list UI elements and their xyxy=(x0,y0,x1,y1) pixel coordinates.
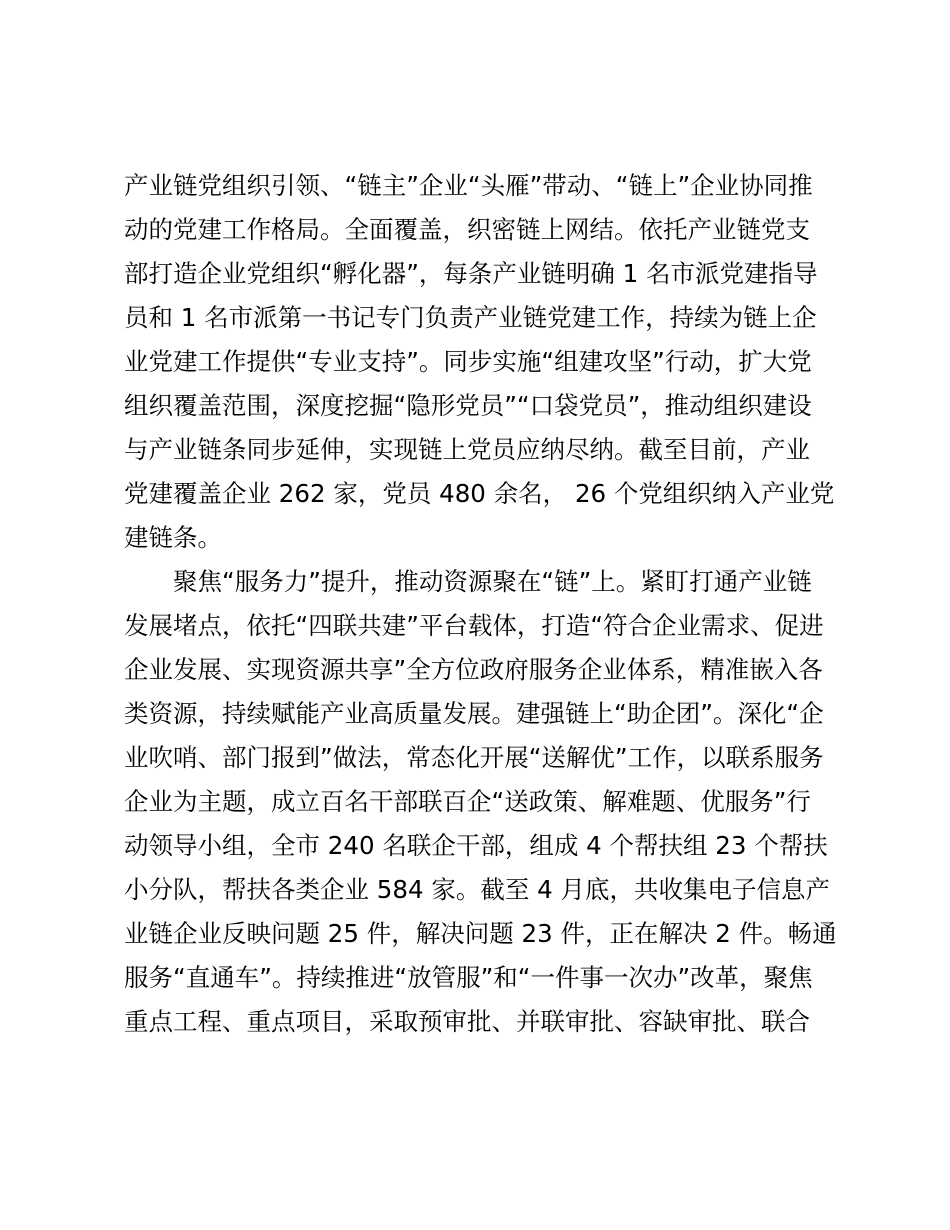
text-line: 企业发展、实现资源共享”全方位政府服务企业体系，精准嵌入各 xyxy=(124,655,823,684)
paragraph-first-line: 聚焦“服务力”提升，推动资源聚在“链”上。紧盯打通产业链 xyxy=(173,567,812,596)
text-line: 企业为主题，成立百名干部联百企“送政策、解难题、优服务”行 xyxy=(124,787,811,816)
text-line: 动领导小组，全市 240 名联企干部，组成 4 个帮扶组 23 个帮扶 xyxy=(124,831,828,860)
text-line: 重点工程、重点项目，采取预审批、并联审批、容缺审批、联合 xyxy=(124,1007,810,1036)
text-line: 小分队，帮扶各类企业 584 家。截至 4 月底，共收集电子信息产 xyxy=(124,875,830,904)
text-line: 员和 1 名市派第一书记专门负责产业链党建工作，持续为链上企 xyxy=(124,303,817,332)
text-line: 业党建工作提供“专业支持”。同步实施“组建攻坚”行动，扩大党 xyxy=(124,347,812,376)
text-line: 与产业链条同步延伸，实现链上党员应纳尽纳。截至目前，产业 xyxy=(124,435,810,464)
text-line: 动的党建工作格局。全面覆盖，织密链上网结。依托产业链党支 xyxy=(124,215,810,244)
text-line: 组织覆盖范围，深度挖掘“隐形党员”“口袋党员”，推动组织建设 xyxy=(124,391,812,420)
text-line: 服务“直通车”。持续推进“放管服”和“一件事一次办”改革，聚焦 xyxy=(124,963,813,992)
text-line: 类资源，持续赋能产业高质量发展。建强链上“助企团”。深化“企 xyxy=(124,699,824,728)
text-line: 发展堵点，依托“四联共建”平台载体，打造“符合企业需求、促进 xyxy=(124,611,824,640)
text-line: 党建覆盖企业 262 家，党员 480 余名， 26 个党组织纳入产业党 xyxy=(124,479,835,508)
text-line: 建链条。 xyxy=(124,523,222,552)
text-line: 产业链党组织引领、“链主”企业“头雁”带动、“链上”企业协同推 xyxy=(124,171,813,200)
text-line: 业链企业反映问题 25 件，解决问题 23 件，正在解决 2 件。畅通 xyxy=(124,919,837,948)
text-line: 业吹哨、部门报到”做法，常态化开展“送解优”工作，以联系服务 xyxy=(124,743,824,772)
text-line: 部打造企业党组织“孵化器”，每条产业链明确 1 名市派党建指导 xyxy=(124,259,818,288)
